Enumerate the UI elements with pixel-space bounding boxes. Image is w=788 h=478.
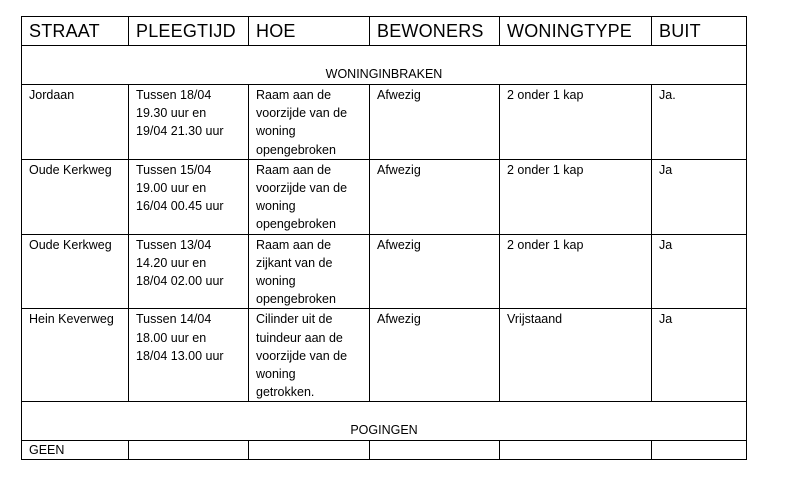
cell-woningtype: 2 onder 1 kap bbox=[500, 159, 652, 234]
header-straat: STRAAT bbox=[22, 17, 129, 46]
cell-buit: Ja bbox=[652, 234, 747, 309]
table-row bbox=[22, 234, 747, 309]
header-bewoners: BEWONERS bbox=[370, 17, 500, 46]
cell-hoe: Raam aan de voorzijde van de woning opengebroken bbox=[249, 159, 370, 234]
table-row bbox=[22, 309, 747, 402]
cell-straat: GEEN bbox=[22, 441, 129, 460]
cell-bewoners: Afwezig bbox=[370, 309, 500, 402]
header-woningtype: WONINGTYPE bbox=[500, 17, 652, 46]
cell-straat: Hein Keverweg bbox=[22, 309, 129, 402]
header-hoe: HOE bbox=[249, 17, 370, 46]
cell-buit bbox=[652, 441, 747, 460]
cell-hoe: Raam aan de voorzijde van de woning opengebroken bbox=[249, 85, 370, 160]
cell-pleegtijd: Tussen 15/04 19.00 uur en 16/04 00.45 uur bbox=[129, 159, 249, 234]
section-row-woninginbraken bbox=[22, 46, 747, 85]
cell-pleegtijd: Tussen 13/04 14.20 uur en 18/04 02.00 uur bbox=[129, 234, 249, 309]
cell-woningtype: Vrijstaand bbox=[500, 309, 652, 402]
cell-buit: Ja. bbox=[652, 85, 747, 160]
header-row bbox=[22, 17, 747, 46]
cell-hoe: Raam aan de zijkant van de woning opengebroken bbox=[249, 234, 370, 309]
cell-pleegtijd: Tussen 18/04 19.30 uur en 19/04 21.30 uur bbox=[129, 85, 249, 160]
section-title-woninginbraken: WONINGINBRAKEN bbox=[22, 46, 747, 85]
cell-straat: Oude Kerkweg bbox=[22, 234, 129, 309]
header-buit: BUIT bbox=[652, 17, 747, 46]
cell-woningtype: 2 onder 1 kap bbox=[500, 85, 652, 160]
header-pleegtijd: PLEEGTIJD bbox=[129, 17, 249, 46]
cell-bewoners: Afwezig bbox=[370, 159, 500, 234]
cell-woningtype bbox=[500, 441, 652, 460]
table-row bbox=[22, 85, 747, 160]
burglary-table bbox=[21, 16, 747, 460]
cell-buit: Ja bbox=[652, 309, 747, 402]
section-row-pogingen bbox=[22, 402, 747, 441]
cell-hoe: Cilinder uit de tuindeur aan de voorzijde van de woning getrokken. bbox=[249, 309, 370, 402]
table-row bbox=[22, 159, 747, 234]
cell-pleegtijd: Tussen 14/04 18.00 uur en 18/04 13.00 uur bbox=[129, 309, 249, 402]
cell-woningtype: 2 onder 1 kap bbox=[500, 234, 652, 309]
cell-pleegtijd bbox=[129, 441, 249, 460]
cell-bewoners: Afwezig bbox=[370, 234, 500, 309]
cell-straat: Jordaan bbox=[22, 85, 129, 160]
cell-straat: Oude Kerkweg bbox=[22, 159, 129, 234]
cell-bewoners bbox=[370, 441, 500, 460]
table-row bbox=[22, 441, 747, 460]
cell-buit: Ja bbox=[652, 159, 747, 234]
cell-bewoners: Afwezig bbox=[370, 85, 500, 160]
cell-hoe bbox=[249, 441, 370, 460]
section-title-pogingen: POGINGEN bbox=[22, 402, 747, 441]
